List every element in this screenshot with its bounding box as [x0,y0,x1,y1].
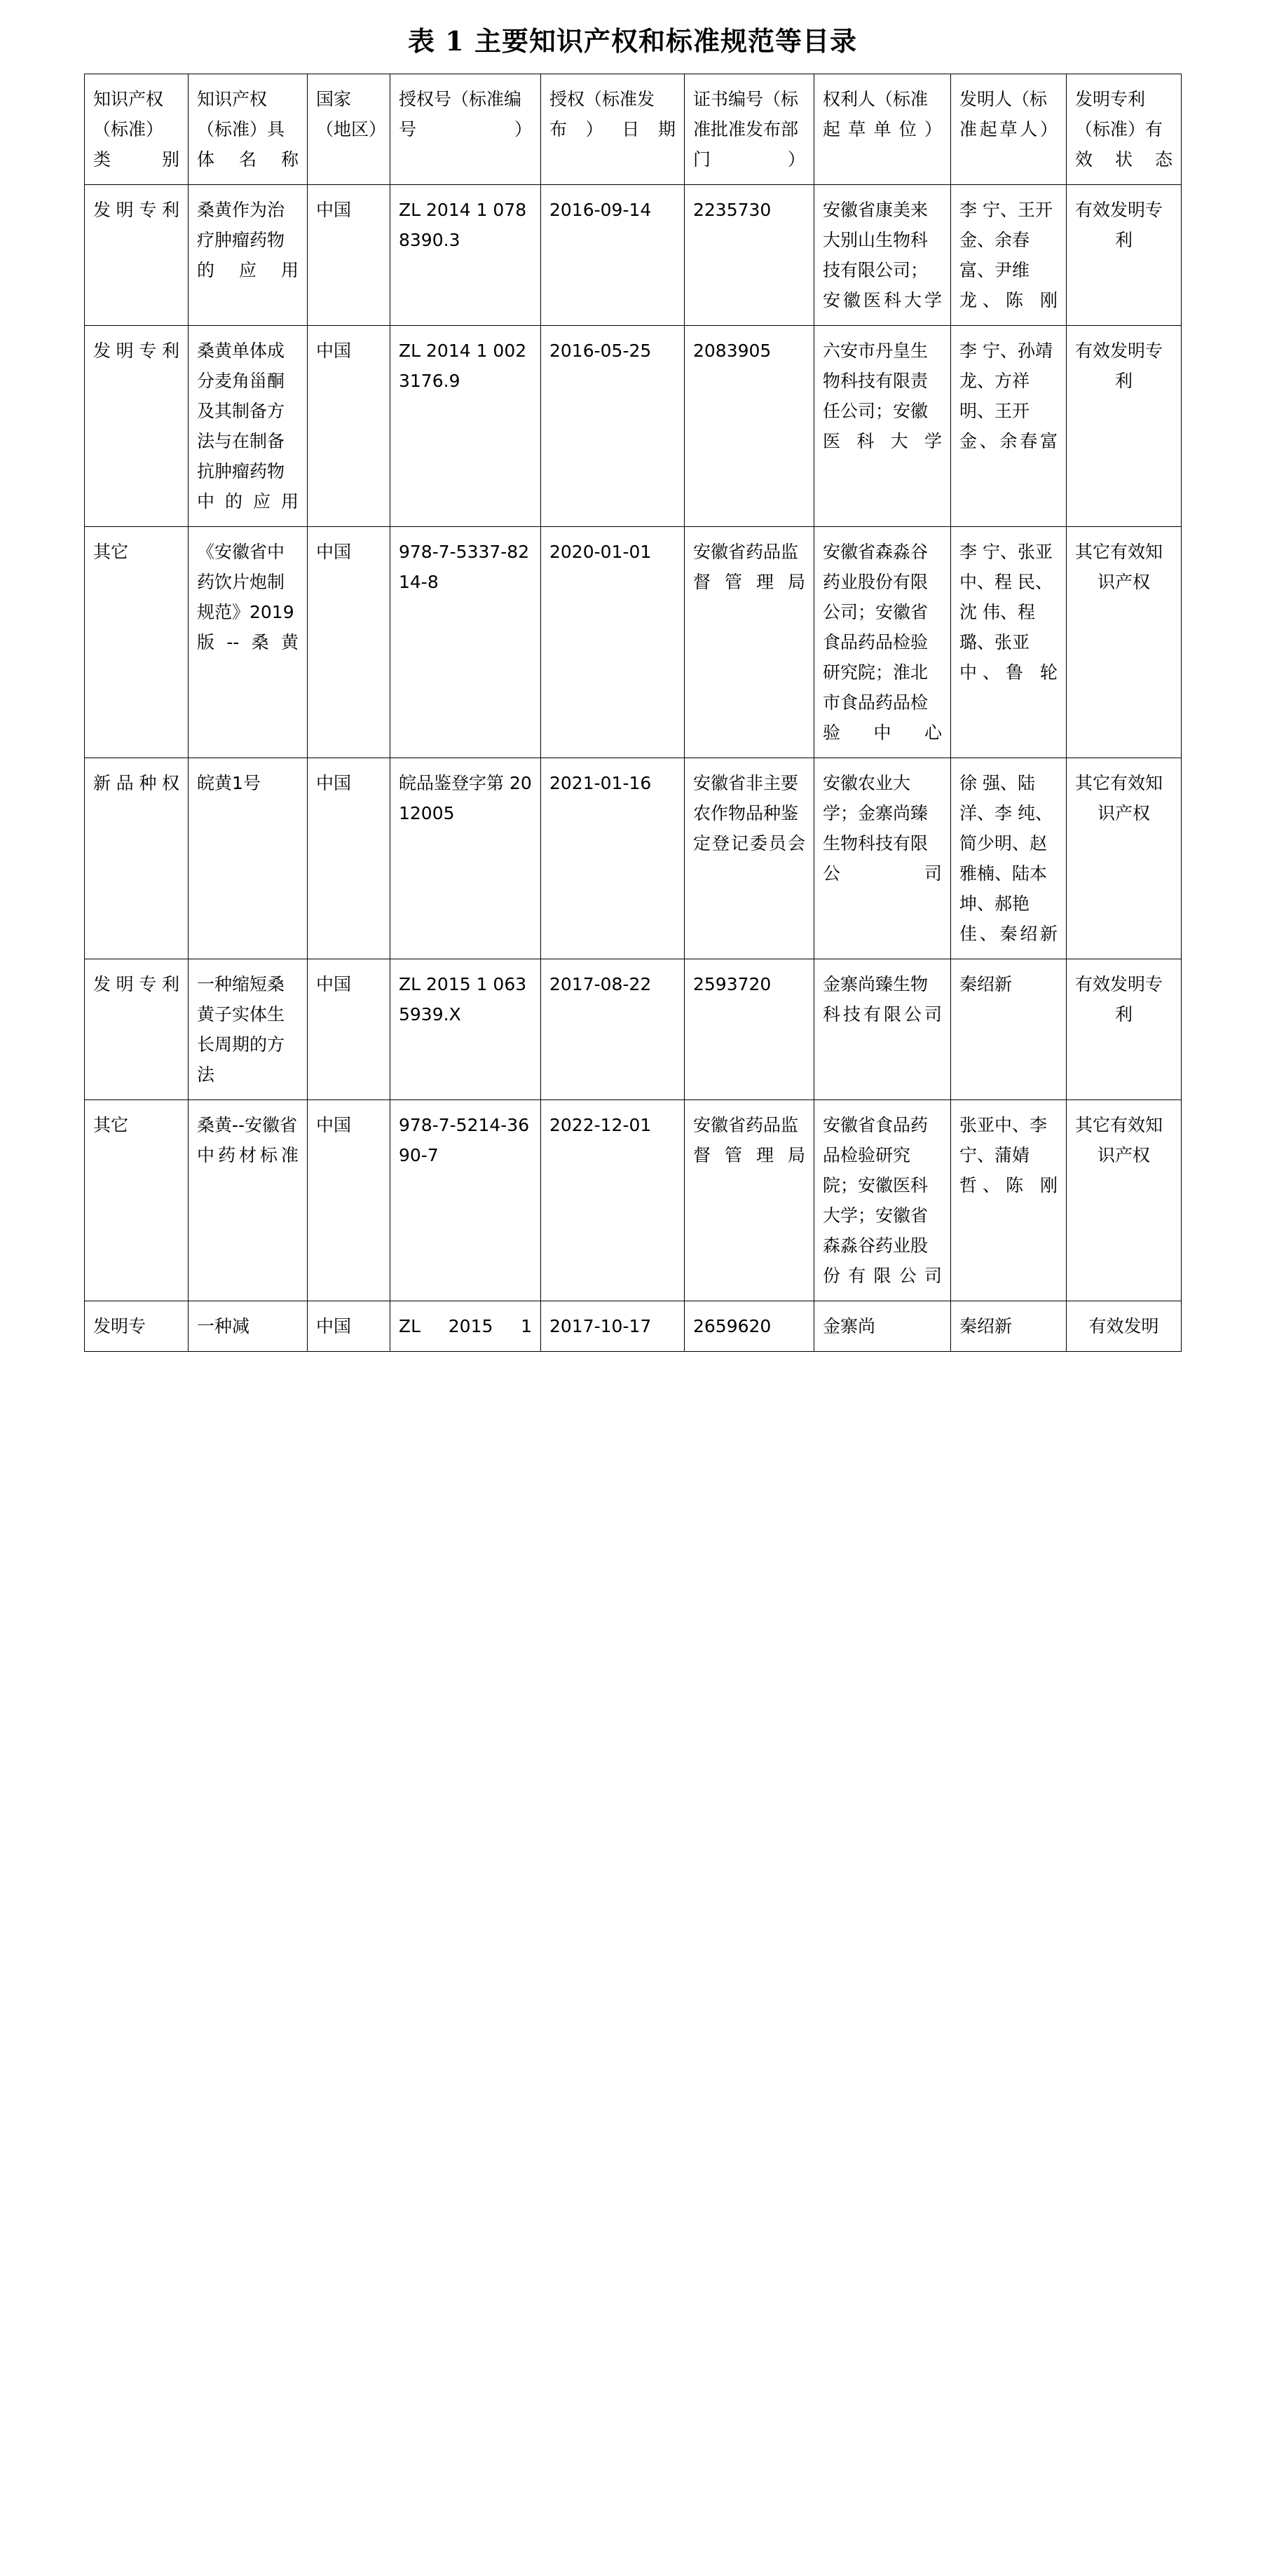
cell-category: 发明专利 [85,185,189,326]
cell-date: 2016-05-25 [541,326,685,527]
cell-certificate: 安徽省药品监督管理局 [685,1100,814,1301]
cell-number: ZL 2015 1 [390,1301,541,1352]
cell-inventors: 徐 强、陆 洋、李 纯、简少明、赵雅楠、陆本坤、郝艳佳、秦绍新 [951,758,1067,959]
cell-owner: 金寨尚 [814,1301,951,1352]
cell-date: 2022-12-01 [541,1100,685,1301]
cell-country: 中国 [308,527,390,758]
column-header-number: 授权号（标准编号） [390,74,541,185]
cell-status: 有效发明 [1067,1301,1182,1352]
table-row [85,758,1182,959]
cell-number: ZL 2014 1 0788390.3 [390,185,541,326]
cell-name: 桑黄作为治疗肿瘤药物的应用 [189,185,308,326]
cell-owner: 六安市丹皇生物科技有限责任公司；安徽医科大学 [814,326,951,527]
cell-date: 2017-10-17 [541,1301,685,1352]
cell-status: 有效发明专利 [1067,326,1182,527]
cell-category: 发明专利 [85,959,189,1100]
column-header-owner: 权利人（标准起草单位） [814,74,951,185]
cell-name: 一种减 [189,1301,308,1352]
cell-number: 978-7-5214-3690-7 [390,1100,541,1301]
column-header-category: 知识产权（标准）类别 [85,74,189,185]
cell-certificate: 安徽省非主要农作物品种鉴定登记委员会 [685,758,814,959]
cell-date: 2020-01-01 [541,527,685,758]
cell-name: 《安徽省中药饮片炮制规范》2019 版--桑黄 [189,527,308,758]
column-header-certificate: 证书编号（标准批准发布部门） [685,74,814,185]
cell-category: 发明专利 [85,326,189,527]
cell-name: 桑黄单体成分麦角甾酮及其制备方法与在制备抗肿瘤药物中的应用 [189,326,308,527]
cell-certificate: 2083905 [685,326,814,527]
cell-number: 978-7-5337-8214-8 [390,527,541,758]
cell-number: ZL 2014 1 0023176.9 [390,326,541,527]
cell-country: 中国 [308,758,390,959]
cell-date: 2017-08-22 [541,959,685,1100]
table-row [85,185,1182,326]
cell-category: 其它 [85,1100,189,1301]
table-row [85,1301,1182,1352]
cell-name: 一种缩短桑黄子实体生长周期的方法 [189,959,308,1100]
cell-status: 其它有效知识产权 [1067,758,1182,959]
cell-owner: 安徽省森淼谷药业股份有限公司；安徽省食品药品检验研究院；淮北市食品药品检验中心 [814,527,951,758]
cell-owner: 安徽省康美来大别山生物科技有限公司；安徽医科大学 [814,185,951,326]
cell-owner: 安徽省食品药品检验研究院；安徽医科大学；安徽省森淼谷药业股份有限公司 [814,1100,951,1301]
cell-certificate: 2235730 [685,185,814,326]
cell-status: 有效发明专利 [1067,959,1182,1100]
cell-owner: 安徽农业大学；金寨尚臻生物科技有限公司 [814,758,951,959]
column-header-status: 发明专利（标准）有效状态 [1067,74,1182,185]
cell-inventors: 李 宁、王开金、余春富、尹维龙、陈 刚 [951,185,1067,326]
cell-inventors: 李 宁、孙靖龙、方祥明、王开金、余春富 [951,326,1067,527]
cell-country: 中国 [308,185,390,326]
cell-inventors: 张亚中、李 宁、蒲婧哲、陈 刚 [951,1100,1067,1301]
table-row [85,527,1182,758]
table-container [84,74,1181,1352]
table-row [85,1100,1182,1301]
table-header-row [85,74,1182,185]
cell-country: 中国 [308,1100,390,1301]
column-header-date: 授权（标准发布）日期 [541,74,685,185]
cell-inventors: 李 宁、张亚中、程 民、沈 伟、程 璐、张亚中、鲁 轮 [951,527,1067,758]
cell-date: 2021-01-16 [541,758,685,959]
cell-number: ZL 2015 1 0635939.X [390,959,541,1100]
cell-country: 中国 [308,326,390,527]
cell-category: 其它 [85,527,189,758]
cell-owner: 金寨尚臻生物科技有限公司 [814,959,951,1100]
cell-category: 发明专 [85,1301,189,1352]
cell-status: 其它有效知识产权 [1067,527,1182,758]
cell-country: 中国 [308,959,390,1100]
cell-certificate: 2659620 [685,1301,814,1352]
intellectual-property-table [84,74,1182,1352]
cell-status: 其它有效知识产权 [1067,1100,1182,1301]
cell-date: 2016-09-14 [541,185,685,326]
cell-status: 有效发明专利 [1067,185,1182,326]
cell-name: 桑黄--安徽省中药材标准 [189,1100,308,1301]
cell-certificate: 安徽省药品监督管理局 [685,527,814,758]
page-title: 表 1 主要知识产权和标准规范等目录 [408,25,857,57]
cell-inventors: 秦绍新 [951,1301,1067,1352]
cell-category: 新品种权 [85,758,189,959]
column-header-country: 国家（地区） [308,74,390,185]
cell-name: 皖黄1号 [189,758,308,959]
cell-certificate: 2593720 [685,959,814,1100]
cell-country: 中国 [308,1301,390,1352]
table-body [85,185,1182,1352]
table-row [85,326,1182,527]
cell-number: 皖品鉴登字第 2012005 [390,758,541,959]
column-header-name: 知识产权（标准）具体名称 [189,74,308,185]
table-row [85,959,1182,1100]
column-header-inventors: 发明人（标准起草人） [951,74,1067,185]
cell-inventors: 秦绍新 [951,959,1067,1100]
